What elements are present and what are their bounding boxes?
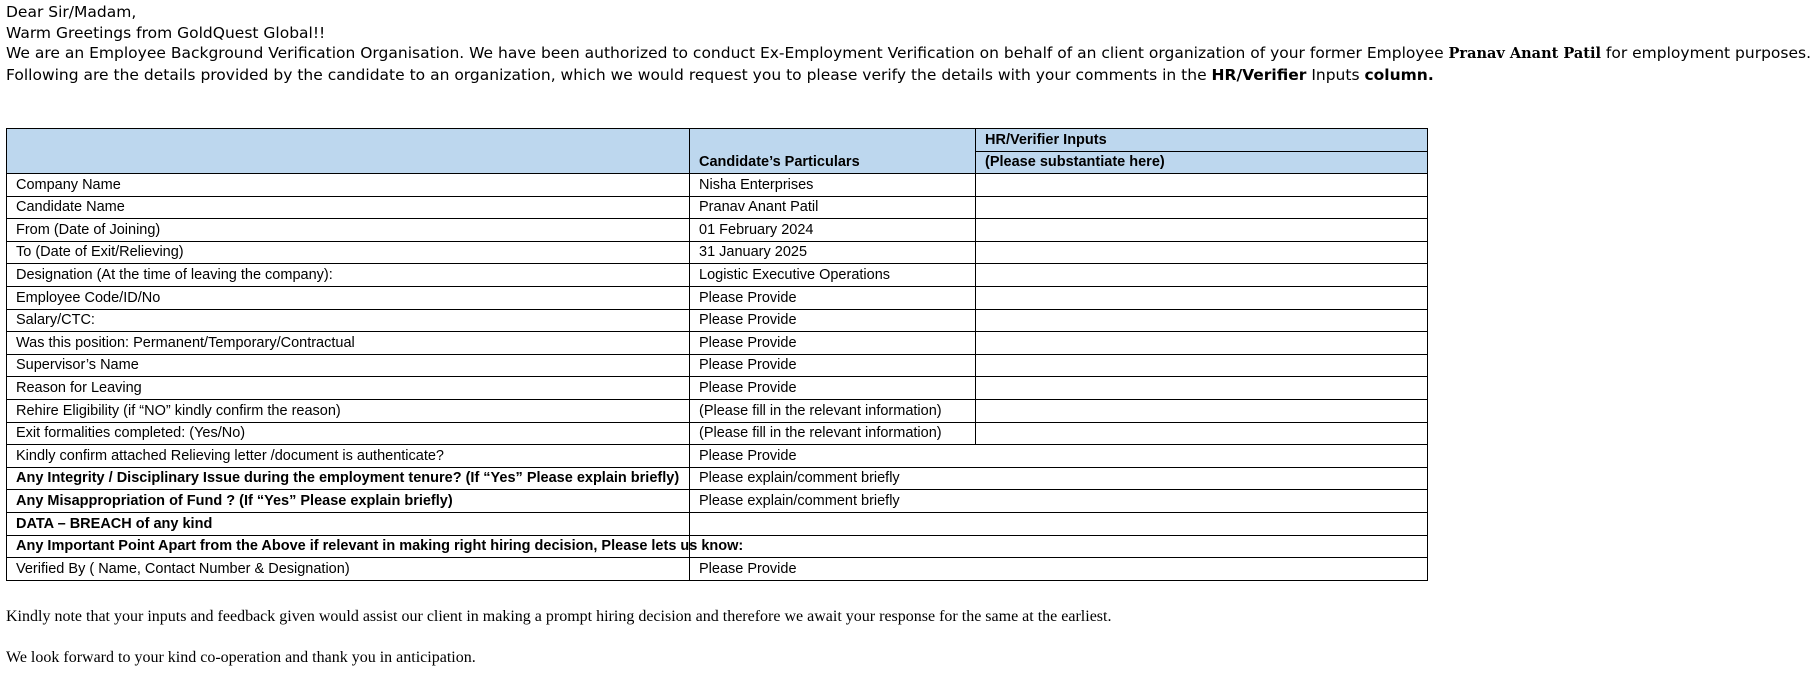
header-candidate-particulars: Candidate’s Particulars (690, 129, 976, 174)
footer-closing: We look forward to your kind co-operation and thank you in anticipation. (6, 649, 476, 666)
row-label: Rehire Eligibility (if “NO” kindly confirm the reason) (7, 399, 690, 422)
row-label: Reason for Leaving (7, 377, 690, 400)
greeting: Warm Greetings from GoldQuest Global!! (6, 23, 326, 42)
request-bold-column: column. (1364, 65, 1434, 84)
request-text: Following are the details provided by the candidate to an organization, which we would request you to please verify the details with your comments in the (6, 65, 1212, 84)
row-value: (Please fill in the relevant information) (690, 422, 976, 445)
row-label: Any Important Point Apart from the Above if relevant in making right hiring decision, Please lets us know: (7, 535, 690, 558)
row-value (690, 535, 1428, 558)
intro-paragraph (6, 43, 1811, 65)
table-row (7, 422, 1428, 445)
table-row (7, 241, 1428, 264)
row-label: From (Date of Joining) (7, 219, 690, 242)
hr-input-cell[interactable] (976, 196, 1428, 219)
header-substantiate: (Please substantiate here) (976, 152, 1428, 174)
hr-input-cell[interactable] (976, 422, 1428, 445)
table-row (7, 354, 1428, 377)
row-label: Verified By ( Name, Contact Number & Designation) (7, 558, 690, 581)
intro-suffix: for employment purposes. (1600, 44, 1811, 62)
table-row (7, 309, 1428, 332)
row-value: Pranav Anant Patil (690, 196, 976, 219)
row-label: Designation (At the time of leaving the company): (7, 264, 690, 287)
letter-intro (6, 2, 1811, 85)
row-label: Exit formalities completed: (Yes/No) (7, 422, 690, 445)
hr-input-cell[interactable] (976, 219, 1428, 242)
intro-text: We are an Employee Background Verification Organisation. We have been authorized to conduct Ex-Employment Verification on behalf of an client organization of your former Employee (6, 44, 1449, 62)
hr-input-cell[interactable] (976, 264, 1428, 287)
request-mid: Inputs (1306, 65, 1365, 84)
row-value: Logistic Executive Operations (690, 264, 976, 287)
row-label: To (Date of Exit/Relieving) (7, 241, 690, 264)
hr-input-cell[interactable] (976, 354, 1428, 377)
row-label: Salary/CTC: (7, 309, 690, 332)
row-label: Supervisor’s Name (7, 354, 690, 377)
table-row (7, 399, 1428, 422)
hr-input-cell[interactable] (976, 174, 1428, 197)
table-row (7, 196, 1428, 219)
verification-table (6, 128, 1428, 581)
table-row (7, 332, 1428, 355)
hr-input-cell[interactable] (976, 332, 1428, 355)
table-row (7, 219, 1428, 242)
table-row (7, 377, 1428, 400)
row-label: Employee Code/ID/No (7, 286, 690, 309)
row-value (690, 512, 1428, 535)
hr-input-cell[interactable] (976, 241, 1428, 264)
table-row (7, 512, 1428, 535)
header-hr-verifier-inputs: HR/Verifier Inputs (976, 129, 1428, 152)
row-value: Please explain/comment briefly (690, 490, 1428, 513)
row-value: 01 February 2024 (690, 219, 976, 242)
row-label: Any Integrity / Disciplinary Issue during the employment tenure? (If “Yes” Please explain briefly) (7, 467, 690, 490)
row-label: DATA – BREACH of any kind (7, 512, 690, 535)
table-row (7, 286, 1428, 309)
row-value: Please Provide (690, 309, 976, 332)
employee-name: Pranav Anant Patil (1448, 45, 1601, 62)
row-label: Company Name (7, 174, 690, 197)
row-value: Please Provide (690, 332, 976, 355)
hr-input-cell[interactable] (976, 399, 1428, 422)
table-row (7, 558, 1428, 581)
row-value: Please explain/comment briefly (690, 467, 1428, 490)
row-value: Please Provide (690, 558, 1428, 581)
request-paragraph (6, 65, 1712, 86)
hr-input-cell[interactable] (976, 377, 1428, 400)
row-value: Please Provide (690, 354, 976, 377)
row-label: Candidate Name (7, 196, 690, 219)
hr-input-cell[interactable] (976, 309, 1428, 332)
table-row (7, 490, 1428, 513)
table-row (7, 264, 1428, 287)
row-value: Please Provide (690, 377, 976, 400)
table-header-row (7, 129, 1428, 152)
row-value: (Please fill in the relevant information) (690, 399, 976, 422)
row-value: 31 January 2025 (690, 241, 976, 264)
row-label: Was this position: Permanent/Temporary/Contractual (7, 332, 690, 355)
table-row (7, 467, 1428, 490)
hr-input-cell[interactable] (976, 286, 1428, 309)
salutation: Dear Sir/Madam, (6, 3, 137, 21)
row-value: Nisha Enterprises (690, 174, 976, 197)
row-label: Kindly confirm attached Relieving letter /document is authenticate? (7, 445, 690, 468)
row-label: Any Misappropriation of Fund ? (If “Yes” Please explain briefly) (7, 490, 690, 513)
row-value: Please Provide (690, 445, 1428, 468)
request-bold-verifier: HR/Verifier (1211, 65, 1307, 84)
footer-note: Kindly note that your inputs and feedback given would assist our client in making a prompt hiring decision and therefore we await your response for the same at the earliest. (6, 608, 1112, 625)
header-blank-cell (7, 129, 690, 174)
table-row (7, 535, 1428, 558)
table-row (7, 445, 1428, 468)
table-row (7, 174, 1428, 197)
row-value: Please Provide (690, 286, 976, 309)
